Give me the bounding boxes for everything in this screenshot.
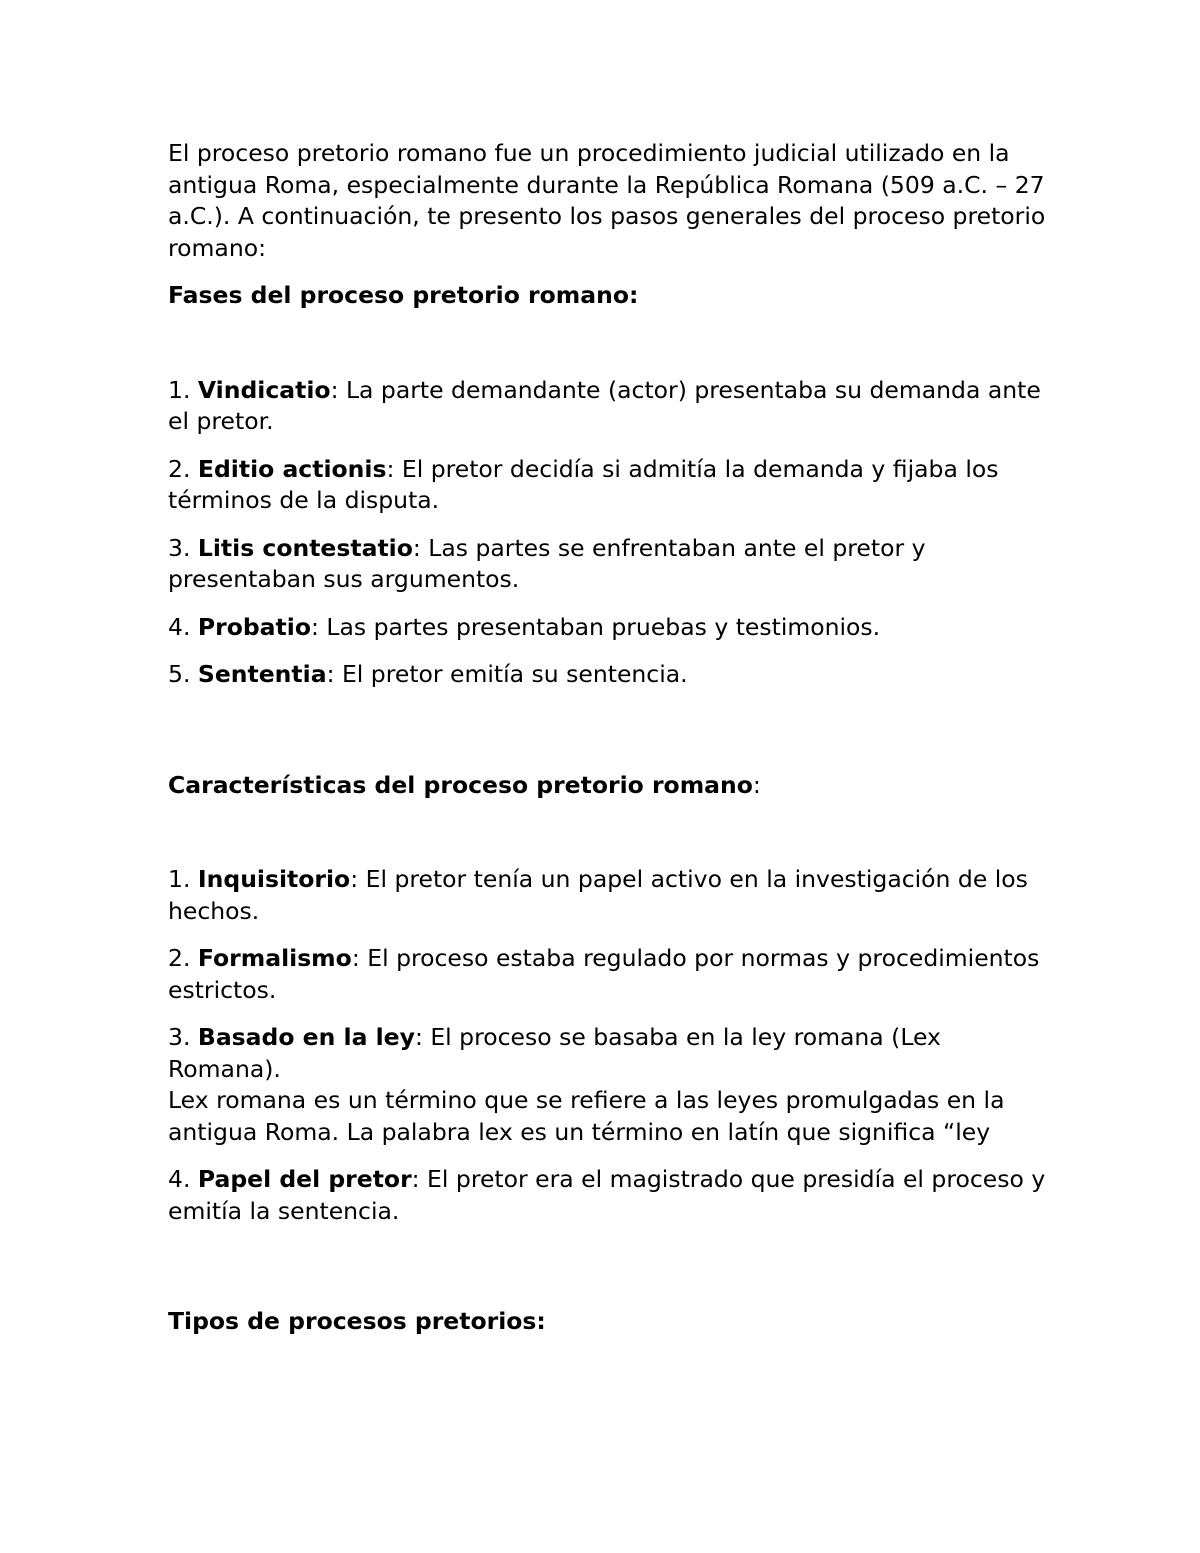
item-text: : El pretor emitía su sentencia. (326, 660, 688, 688)
item-number: 4. (168, 1165, 198, 1193)
item-number: 4. (168, 612, 198, 641)
item-number: 3. (168, 1023, 198, 1051)
fases-item-probatio (168, 612, 1048, 644)
document-page (168, 138, 1048, 1338)
item-number: 3. (168, 533, 198, 562)
item-term: Basado en la ley (197, 1023, 415, 1051)
item-text: : El pretor decidía si admitía la demanda y fijaba los términos de la disputa. (168, 454, 999, 514)
caracteristicas-list (168, 864, 1048, 1085)
fases-item-litis-contestatio (168, 533, 1048, 596)
caracteristicas-item-papel-del-pretor (168, 1164, 1048, 1227)
item-text: : Las partes presentaban pruebas y testimonios. (310, 612, 881, 641)
item-number: 5. (168, 660, 198, 688)
caracteristicas-heading-colon: : (752, 770, 761, 799)
item-text: : La parte demandante (actor) presentaba su demanda ante el pretor. (168, 375, 1041, 435)
caracteristicas-heading-text: Características del proceso pretorio romano (168, 770, 753, 799)
caracteristicas-heading (168, 770, 1048, 802)
fases-list (168, 375, 1048, 691)
caracteristicas-item-formalismo (168, 943, 1048, 1006)
item-text: : El pretor tenía un papel activo en la investigación de los hechos. (168, 865, 1028, 925)
item-term: Inquisitorio (197, 865, 351, 893)
item-number: 2. (168, 944, 198, 972)
fases-item-editio-actionis (168, 454, 1048, 517)
caracteristicas-item-inquisitorio (168, 864, 1048, 927)
item-text: : El proceso estaba regulado por normas y procedimientos estrictos. (168, 944, 1040, 1004)
item-number: 1. (168, 865, 198, 893)
item-term: Probatio (197, 612, 311, 641)
item-term: Vindicatio (197, 375, 331, 404)
tipos-heading: Tipos de procesos pretorios: (168, 1307, 546, 1335)
item-number: 2. (168, 454, 198, 483)
item-term: Formalismo (197, 944, 352, 972)
fases-heading: Fases del proceso pretorio romano: (168, 281, 639, 309)
intro-paragraph: El proceso pretorio romano fue un procedimiento judicial utilizado en la antigua Roma, especialmente durante la República Romana (509 a.C. – 27 a.C.). A continuación, te presento los pasos generales del proceso pretorio romano: (168, 139, 1046, 262)
item-term: Editio actionis (197, 454, 387, 483)
caracteristicas-item-basado-en-la-ley (168, 1022, 1048, 1085)
item-number: 1. (168, 375, 198, 404)
item-term: Litis contestatio (197, 533, 413, 562)
item-term: Papel del pretor (197, 1165, 412, 1193)
item-text: : El proceso se basaba en la ley romana (Lex Romana). (168, 1023, 941, 1083)
lex-romana-note: Lex romana es un término que se refiere a las leyes promulgadas en la antigua Roma. La palabra lex es un término en latín que significa “ley (168, 1086, 1005, 1146)
item-term: Sententia (197, 660, 327, 688)
fases-item-vindicatio (168, 375, 1048, 438)
item-text: : Las partes se enfrentaban ante el pretor y presentaban sus argumentos. (168, 533, 926, 593)
item-text: : El pretor era el magistrado que presidía el proceso y emitía la sentencia. (168, 1165, 1046, 1225)
fases-item-sententia (168, 659, 1048, 691)
